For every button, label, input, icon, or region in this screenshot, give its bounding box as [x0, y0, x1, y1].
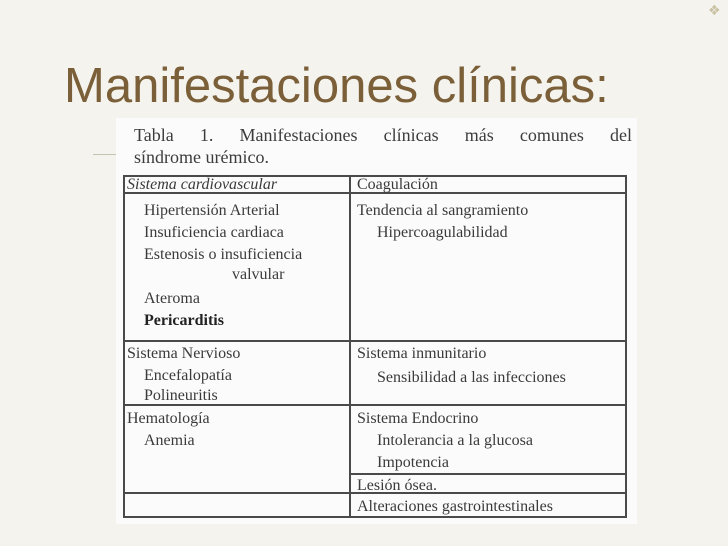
cardio-item-insuficiencia: Insuficiencia cardiaca — [144, 224, 284, 241]
caption-line-2: síndrome urémico. — [134, 147, 269, 167]
cardio-item-hipertension: Hipertensión Arterial — [144, 202, 280, 219]
endocrino-header: Sistema Endocrino — [357, 410, 479, 427]
cardio-item-ateroma: Ateroma — [144, 290, 200, 307]
nervioso-item-polineuritis: Polineuritis — [144, 387, 218, 404]
endocrino-item-glucosa: Intolerancia a la glucosa — [377, 432, 533, 449]
hematologia-header: Hematología — [127, 410, 210, 427]
endocrino-item-impotencia: Impotencia — [377, 454, 449, 471]
cardiovascular-header: Sistema cardiovascular — [127, 176, 278, 193]
coag-item-hipercoagulabilidad: Hipercoagulabilidad — [377, 224, 508, 241]
cardio-item-pericarditis: Pericarditis — [144, 312, 224, 329]
cardio-item-estenosis: Estenosis o insuficiencia — [144, 246, 303, 263]
grid-ornament-icon: ❖ — [708, 3, 721, 19]
caption-line-1: Tabla 1. Manifestaciones clínicas más comunes del — [134, 125, 632, 145]
slide-title: Manifestaciones clínicas: — [64, 59, 609, 113]
coag-item-sangramiento: Tendencia al sangramiento — [357, 202, 529, 219]
scanned-table-image — [116, 118, 637, 524]
nervioso-item-encefalopatia: Encefalopatía — [144, 367, 232, 384]
coagulacion-header: Coagulación — [357, 176, 438, 193]
cardio-item-valvular: valvular — [232, 266, 285, 283]
hematologia-item-anemia: Anemia — [144, 432, 195, 449]
table-caption — [134, 124, 632, 168]
table-column-divider — [349, 177, 351, 516]
nervioso-header: Sistema Nervioso — [127, 345, 241, 362]
lesion-osea-cell: Lesión ósea. — [357, 477, 437, 494]
gastrointestinal-cell: Alteraciones gastrointestinales — [357, 498, 553, 515]
table-row-rule-1 — [125, 340, 625, 342]
manifestations-table — [123, 175, 627, 518]
inmunitario-header: Sistema inmunitario — [357, 345, 487, 362]
inmunitario-item-infecciones: Sensibilidad a las infecciones — [377, 369, 566, 386]
